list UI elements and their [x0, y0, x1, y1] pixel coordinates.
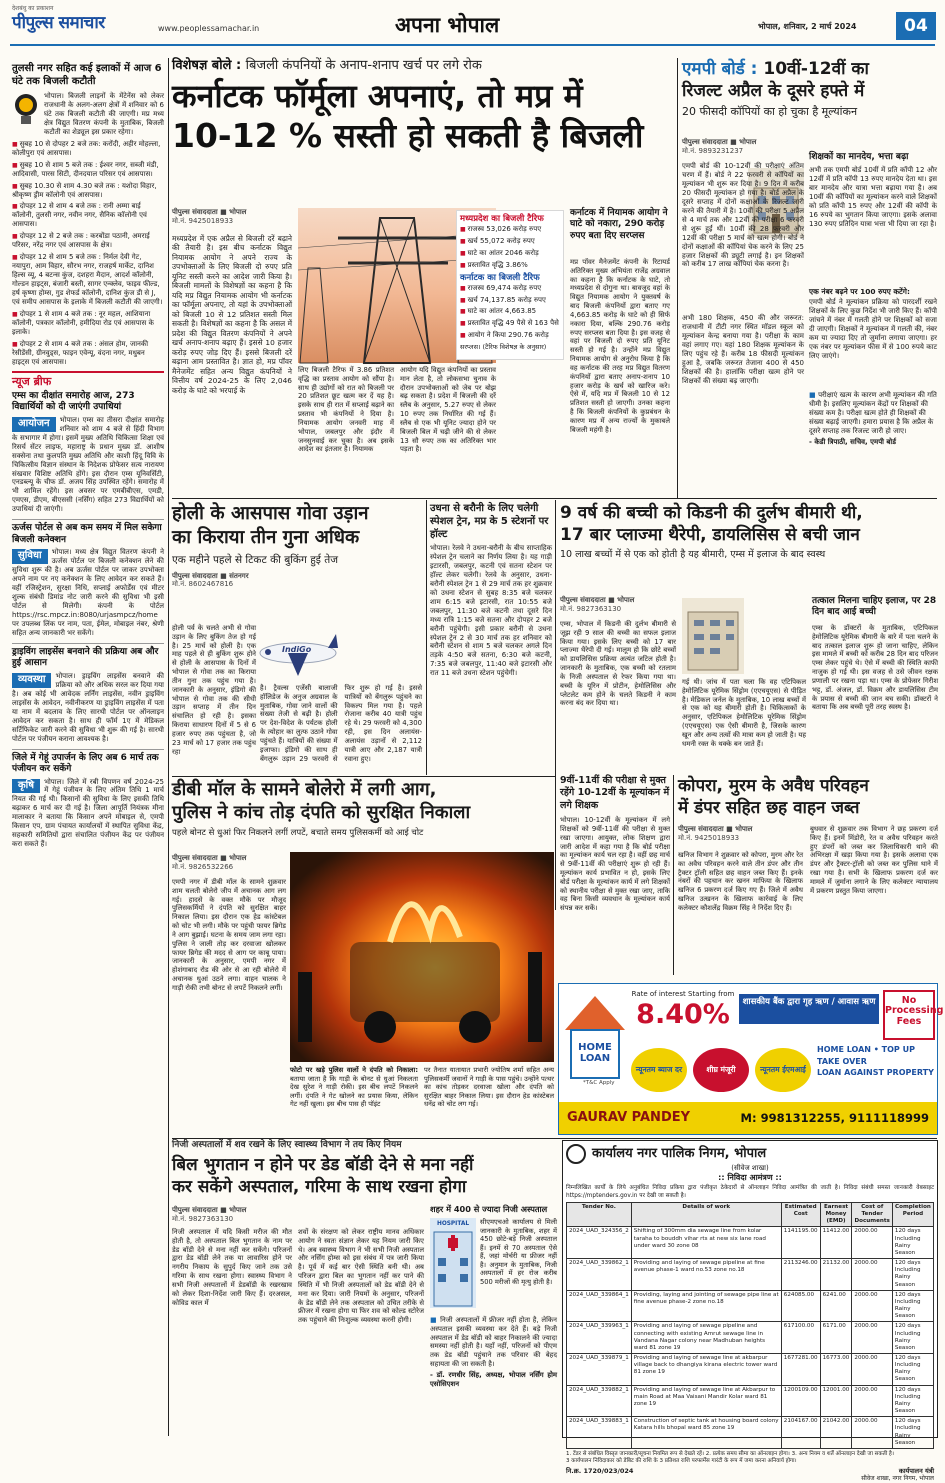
kopra-body-2: बुधवार से शुक्रवार तक विभाग ने छह प्रकरण दर्ज किए हैं। इनमें मिंडोरी, रेत व अवैध परिवहन करते हुए डंपरों को जब्त कर जिलाधिकारी थाने की अभिरक्षा में खड़ा किया गया है। इसके अलावा एक डंपर और ट्रैक्टर-ट्रॉली को जब्त कर पुलिस थाने में रखा गया है। सभी के खिलाफ प्रकरण दर्ज कर मामले में जुर्माना लगाने के लिए कलेक्टर न्यायालय में प्रकरण प्रस्तुत किया जाएगा।: [810, 825, 938, 895]
fire-caption-bold: फोटो पर खड़े पुलिस वालों ने दंपति को निकाला:: [290, 1066, 418, 1074]
tender-notice-label: :: निविदा आमंत्रण ::: [718, 1172, 782, 1182]
mp-board-quote-text: परीक्षाएं खत्म के कारण अभी मूल्यांकन की गति धीमी है। इसलिए मूल्यांकन केंद्रों पर शिक्षकों की संख्या कम है। परीक्षा खत्म होते ही शिक्षकों की संख्या बढ़ाई जाएगी। हमारा प्रयास है कि अप्रैल के दूसरे सप्ताह तक रिजल्ट जारी हो जाए।: [809, 391, 937, 435]
train-title: उधना से बरौनी के लिए चलेगी स्पेशल ट्रेन, मप्र के 5 स्टेशनों पर हॉल्ट: [430, 503, 549, 540]
tag-krishi: कृषि: [12, 779, 40, 794]
row1-divider: [172, 498, 937, 499]
quote-icon: ■: [430, 1316, 441, 1324]
tender-cell: 2024_UAD_339879_1: [567, 1353, 632, 1385]
story-body-col2: लिए बिजली टैरिफ में 3.86 प्रतिशत वृद्धि का प्रस्ताव आयोग को सौंपा है। साथ ही उद्योगों को रात को बिजली पर 20 प्रतिशत छूट खत्म कर दें यह है। इसके साथ ही रात में सप्लाई बढ़ाने का प्रस्ताव भी कंपनियों ने दिया है। नियामक आयोग जनवरी माह में भोपाल, जबलपुर और इंदौर में जनसुनवाई कर चुका है। अब इसके आदेश का इंतजार है। नियामक: [298, 366, 394, 454]
train-divider-left: [426, 500, 427, 775]
power-cut-item: ■ दोपहर 1 से शाम 4 बजे तक : नूर महल, आशियाना कॉलोनी, पत्रकार कॉलोनी, हमीदिया रोड एवं आसपास के इलाके।: [12, 310, 164, 337]
tender-header-cell: Completion Period: [892, 1203, 933, 1227]
power-cut-item: ■ दोपहर 12 से शाम 4 बजे तक : रानी अम्मा बाई कॉलोनी, तुलसी नगर, नवीन नगर, सैनिक कॉलोनी एवं आसपास।: [12, 202, 164, 229]
kopra-title-2: में डंपर सहित छह वाहन जब्त: [678, 798, 860, 819]
tariff-mp-item: ■ राजस्व 53,026 करोड़ रुपए: [460, 225, 560, 234]
hospital-side-body: सीएमएचओ कार्यालय से मिली जानकारी के मुताबिक, शहर में 450 छोटे-बड़े निजी अस्पताल हैं। इनमें से 70 अस्पताल ऐसे हैं, जहां मोर्चरी या फ्रीजर नहीं है। अनुमान के मुताबिक, निजी अस्पतालों में हर रोज करीब 500 मरीजों की मृत्यु होती है।: [480, 1218, 557, 1287]
power-cut-item: ■ सुबह 10 से दोपहर 2 बजे तक: करोंदी, अहीर मोहल्ला, कोलीपुरा एवं आसपास।: [12, 140, 164, 158]
masthead-website[interactable]: www.peoplessamachar.in: [158, 24, 260, 33]
tariff-mp-item: ■ घाटे का आंतर 2046 करोड़: [460, 249, 560, 258]
ad-contact-bar[interactable]: [559, 1102, 937, 1134]
tender-cell: Shifting of 300mm dia sewage line from kolar taraha to bouddh vihar rts at new six lane road under ward 30 zone 08: [631, 1227, 781, 1259]
tariff-ka-list: [460, 284, 560, 341]
hospital-quote: [430, 1316, 557, 1436]
burning-vehicle-photo: [290, 852, 554, 1062]
tender-cell: Providing, laying and jointing of sewage pipe line at fine avenue phase-2 zone no.18: [631, 1290, 781, 1322]
power-cut-item: ■ दोपहर 12 से शाम 5 बजे तक : निर्मल देवी गेट, नयापुरा, आम विहार, सौरभ नगर, राजहर्ष मार्केट, दानिश हिल्स व्यू, 4 बटन्स कुंज, दशहरा मैदान, आदर्श कॉलोनी, गोल्डन हाइट्स, बंजारी बस्ती, सागर एन्क्लेव, फाइव फील्ड, हर्ष कृष्णा होम्स, गुड शेफर्ड कॉलोनी, दानिश कुंज डी से J, एवं समीप आसपास के इलाके में बिजली कटौती की जाएगी।: [12, 253, 164, 307]
goa-body-1: होली पर्व के चलते अभी से गोवा उड़ान के लिए बुकिंग तेज हो गई है। 25 मार्च को होली है। एक माह पहले से ही बुकिंग शुरू होने से होली के आसपास के दिनों में भोपाल से गोवा तक का किराया तीन गुना तक पहुंच गया है। जानकारी के अनुसार, इंडिगो की भोपाल से गोवा तक की सीधी उड़ान सप्ताह में तीन दिन संचालित हो रही है। इसका किराया साधारण दिनों में 5 से 6 हजार रुपए तक पहुंचता है, जो 23 मार्च को 17 हजार तक पहुंच रहा: [172, 624, 256, 756]
tariff-ka-item: ■ राजस्व 69,474 करोड़ रुपए: [460, 284, 560, 293]
headline-line-1: कर्नाटक फॉर्मूला अपनाएं, तो मप्र में: [172, 76, 583, 115]
ad-bubbles: [631, 1048, 811, 1094]
tender-cell: 120 days Including Rainy Season: [892, 1385, 933, 1417]
goa-body-2: है। ट्रैवल्स एजेंसी बालाजी हॉलिडेज के अनुज अग्रवाल के मुताबिक, गोवा जाने वालों की संख्या तेजी से बढ़ी है। होली पर देश-विदेश के पर्यटक होली के त्योहार का लुत्फ उठाने गोवा पहुंचते हैं। यात्रियों की संख्या में इजाफा। इंडिगो की साथ ही बेंगलुरू उड़ान 29 फरवरी से फिर शुरू हो गई है। इससे यात्रियों को बेंगलुरू पहुंचने का विकल्प मिल गया है। पहले रोजाना करीब 40 यात्री पहुंच रहे थे। 29 फरवरी को 4,300 रही, इस दिन अलायंस-अलायंस उड़ानों से 2,112 यात्री आए और 2,187 यात्री रवाना हुए।: [260, 684, 422, 763]
tender-table: [566, 1202, 934, 1449]
mp-board-title-1: 10वीं-12वीं का: [763, 59, 869, 79]
tender-cell: 2024_UAD_324356_2: [567, 1227, 632, 1259]
tender-ref: नि.क्र. 1720/023/024: [566, 1466, 634, 1475]
goa-title-1: होली के आसपास गोवा उड़ान: [172, 503, 369, 524]
brief-license-title: ड्राइविंग लाइसेंस बनवाने की प्रक्रिया अब और हुई आसान: [12, 643, 164, 670]
ad-contact-phone[interactable]: M: 9981312255, 9111118999: [740, 1110, 929, 1125]
tender-header-cell: Estimated Cost: [781, 1203, 820, 1227]
fire-caption-text: बताया जाता है कि गाड़ी के बोनट से धुआं निकलता देख सुरेश ने गाड़ी रोकी। इस बीच लपटें निकलने लगीं। दंपति ने गेट खोलने का प्रयास किया, लेकिन गेट नहीं खुला। इस बीच पास ही पॉइंट: [290, 1074, 418, 1109]
hospital-sign-text: HOSPITAL: [436, 1221, 470, 1227]
train-divider-right: [555, 500, 556, 910]
mp-board-side-sub: एक नंबर बढ़ने पर 100 रुपए कटेंगे:: [809, 287, 910, 296]
hospital-building-icon: [430, 1218, 476, 1308]
tag-aayojan: आयोजन: [12, 417, 56, 432]
tender-sign: कार्यपालन यंत्री: [898, 1466, 934, 1475]
power-cut-item: ■ दोपहर 12 से 2 बजे तक : करबोंडा पठानी, अमराई परिसर, नरेंद्र नगर एवं आसपास के क्षेत्र।: [12, 232, 164, 250]
fire-title-1: डीबी मॉल के सामने बोलेरो में लगी आग,: [172, 779, 437, 800]
exam-body: भोपाल। 10-12वीं के मूल्यांकन में लगे शिक्षकों को 9वीं-11वीं की परीक्षा से मुक्त रखा जाएगा। आयुक्त, लोक शिक्षण द्वारा जारी आदेश में कहा गया है कि बोर्ड परीक्षा का मूल्यांकन कार्य चल रहा है। वहीं छह मार्च से 9वीं-11वीं की परीक्षाएं शुरू हो रही हैं। मूल्यांकन कार्य प्रभावित न हो, इसके लिए बोर्ड परीक्षा के मूल्यांकन कार्य में लगे शिक्षकों को स्थानीय परीक्षा से मुक्त रखा जाए, ताकि वह बिना किसी व्यवधान के मूल्यांकन कार्य संपन्न कर सकें।: [560, 816, 670, 913]
power-cut-item: ■ सुबह 10.30 से शाम 4.30 बजे तक : यशोदा विहार, श्रीकृष्ण ड्रीम कॉलोनी एवं आसपास।: [12, 182, 164, 200]
brief-wheat-title: जिले में गेहूं उपार्जन के लिए अब 6 मार्च तक पंजीयन कर सकेंगे: [12, 749, 164, 776]
hospital-quote-by: - डॉ. रणधीर सिंह, अध्यक्ष, भोपाल नर्सिंग होम एसोसिएशन: [430, 1370, 557, 1388]
tender-header-cell: Cost of Tender Documents: [852, 1203, 893, 1227]
ad-feature-item: TAKE OVER: [817, 1056, 867, 1066]
ad-contact-name: GAURAV PANDEY: [567, 1109, 691, 1125]
table-row: [567, 1353, 934, 1385]
airplane-image: [258, 626, 338, 680]
ad-bubble: शीघ्र मंजूरी: [693, 1048, 749, 1092]
tender-intro: निम्नलिखित कार्यों के लिये अनुबंधित निविदा प्रकिया द्वारा पंजीकृत ठेकेदारों से ऑनलाइन निविदा आमंत्रित की जाती है। निविदा संबंधी समस्त जानकारी वेबसाइट https://mptenders.gov.in पर देखी जा सकती है।: [566, 1185, 934, 1199]
masthead-logo: [12, 5, 162, 39]
tender-cell: 2000.00: [852, 1417, 893, 1449]
exam-story: [560, 775, 670, 973]
mp-board-deck: 20 फीसदी कॉपियों का हो चुका है मूल्यांकन: [682, 105, 858, 119]
tender-cell: 617100.00: [781, 1322, 820, 1354]
table-row: [567, 1322, 934, 1354]
tender-body: [567, 1227, 934, 1448]
ad-rate-label: Rate of interest Starting from: [631, 990, 735, 998]
tender-cell: 120 days Including Rainy Season: [892, 1322, 933, 1354]
fire-body: एमपी नगर में डीबी मॉल के सामने शुक्रवार शाम चलती बोलेरो जीप में अचानक आग लग गई। हादसे के वक्त मौके पर मौजूद पुलिसकर्मियों ने दंपति को सुरक्षित बाहर निकाल लिया। इस दौरान एक हेड कांस्टेबल को चोट भी लगी। मौके पर पहुंची फायर ब्रिगेड ने आग बुझाई। घटना के समय जाम लगा रहा। पुलिस ने जाली तोड़ कर दरवाजा खोलकर फायर ब्रिगेड की मदद से आग पर काबू पाया। जानकारी के अनुसार, एमपी नगर में होशंगाबाद रोड की ओर से आ रही बोलेरो में अचानक धुआं उठने लगा। वाहन चालक ने गाड़ी रोकी तभी बोनट से लपटें निकलने लगीं।: [172, 878, 286, 992]
tender-cell: 2024_UAD_339864_1: [567, 1290, 632, 1322]
ad-bubble: न्यूनतम ब्याज दर: [631, 1048, 687, 1092]
kidney-title-2: 17 बार प्लाज्मा थैरेपी, डायलिसिस से बची जान: [560, 525, 860, 546]
kopra-phone: मो.नं. 9425018933: [678, 833, 740, 842]
tariff-ka-item: ■ आयोग ने किया 290.76 करोड़: [460, 331, 560, 340]
mp-board-side-title: शिक्षकों का मानदेय, भत्ता बढ़ा: [809, 152, 909, 162]
fire-caption-2: पर तैनात यातायात प्रभारी ज्योतिष शर्मा सहित अन्य पुलिसकर्मी जवानों ने गाड़ी के पास पहुंचे। उन्होंने पत्थर का कांच तोड़कर दरवाजा खोला और दंपति को सुरक्षित बाहर निकाल लिया। इस दौरान हेड कांस्टेबल धनेंद्र को चोट लग गई।: [424, 1066, 554, 1109]
table-row: [567, 1227, 934, 1259]
tender-cell: 2000.00: [852, 1227, 893, 1259]
mp-board-story: [682, 58, 937, 496]
tariff-mp-title: मध्यप्रदेश का बिजली टैरिफ: [460, 214, 544, 224]
tender-cell: 624085.00: [781, 1290, 820, 1322]
kidney-story: [560, 502, 938, 772]
tender-header-cell: Earnest Money (EMD): [820, 1203, 852, 1227]
headline-line-2: 10-12 % सस्ती हो सकती है बिजली: [172, 116, 644, 156]
brief-urjas-title: ऊर्जस पोर्टल से अब कम समय में मिल सकेगा बिजली कनेक्शन: [12, 519, 164, 546]
tender-cell: 2104167.00: [781, 1417, 820, 1449]
kicker-row: [172, 58, 672, 75]
hospital-title-1: बिल भुगतान न होने पर डेड बॉडी देने से मना नहीं: [172, 1154, 474, 1175]
tag-suvidha: सुविधा: [12, 549, 48, 564]
municipal-emblem-icon: [566, 1144, 586, 1164]
fire-phone: मो.नं. 9826532266: [172, 862, 234, 871]
tender-cell: 2113246.00: [781, 1259, 820, 1291]
hospital-title-2: कर सकेंगे अस्पताल, गरिमा के साथ रखना होगा: [172, 1177, 467, 1198]
goa-title-2: का किराया तीन गुना अधिक: [172, 527, 360, 549]
tender-cell: 21042.00: [820, 1417, 852, 1449]
masthead-date: भोपाल, शनिवार, 2 मार्च 2024: [758, 22, 857, 31]
tariff-note: सरप्लस। (टैरिफ विशेषज्ञ के अनुसार): [460, 343, 547, 352]
tender-cell: 2024_UAD_339963_1: [567, 1322, 632, 1354]
brief-wheat-body: भोपाल। जिले में रबी विपणन वर्ष 2024-25 में गेहूं पंजीयन के लिए अंतिम तिथि 1 मार्च नियत की गई थी। किसानों की सुविधा के लिए इसकी तिथि बढ़ाकर 6 मार्च कर दी गई है। जिला आपूर्ति नियंत्रक मीना मालाकार ने बताया कि किसान अपने मोबाइल से, एमपी किसान एप, ग्राम पंचायत कार्यालयों में स्थापित सुविधा केंद्र, सहकारी समितियों द्वारा संचालित पंजीयन केंद्र पर पंजीयन करा सकते हैं।: [12, 777, 164, 849]
kicker-label: विशेषज्ञ बोले :: [172, 58, 242, 73]
tender-cell: 120 days Including Rainy Season: [892, 1259, 933, 1291]
tender-cell: 1200109.00: [781, 1385, 820, 1417]
story-body-col1: मध्यप्रदेश में एक अप्रैल से बिजली दरें बढ़ाने की तैयारी है। इस बीच कर्नाटक विद्युत नियामक आयोग ने अपने राज्य के उपभोक्ताओं के लिए बिजली दो रुपए प्रति यूनिट सस्ती करने का आदेश जारी किया है। बिजली मामलों के विशेषज्ञों का कहना है कि यदि मप्र विद्युत नियामक आयोग भी कर्नाटक का फॉर्मूला अपनाए, तो यहां के उपभोक्ताओं को बिजली 10 से 12 प्रतिशत सस्ती मिल सकती है। विशेषज्ञों का कहना है कि असल में प्रदेश की विद्युत वितरण कंपनियों ने अपने खर्च अनाप-शनाप बढ़ाए हैं। इससे 10 हजार करोड़ रुपए जोड़ दिए हैं। इससे बिजली दरें बढ़ाना आम प्रस्तावित है। ज्ञात हो, मप्र पॉवर मैनेजमेंट सहित अन्य विद्युत कंपनियों ने वित्तीय वर्ष 2024-25 के लिए 2,046 करोड़ के घाटे को भरपाई के: [172, 234, 292, 395]
tariff-mp-list: [460, 225, 560, 270]
news-brief-header: [12, 371, 164, 389]
brief-license-body: भोपाल। ड्राइविंग लाइसेंस बनवाने की प्रक्रिया को और अधिक सरल कर दिया गया है। अब कोई भी आवेदक लर्निंग लाइसेंस, नवीन ड्राइविंग लाइसेंस के आवेदन, नवीनीकरण या ड्राइविंग लाइसेंस में पता या नाम में बदलाव के लिए सारथी पोर्टल पर ऑनलाइन आवेदन कर सकता है। साथ ही फॉर्म 1ए में मेडिकल सर्टिफिकेट जारी करने की सुविधा भी शुरू की गई है। सारथी पोर्टल पर पंजीयन कराना आवश्यक है।: [12, 671, 164, 743]
table-row: [567, 1259, 934, 1291]
masthead: [0, 0, 945, 50]
kidney-side-body: एम्स के डॉक्टरों के मुताबिक, एटिपिकल हेमोलिटिक यूरेमिक बीमारी के बारे में पता चलने के बाद तत्काल इलाज शुरू हो जाना चाहिए, लेकिन इस मामले में बच्ची को करीब 28 दिन बाद परिजन एम्स लेकर पहुंचे थे। ऐसे में बच्ची की स्थिति काफी नाजुक हो गई थी। इस वजह से उसे जीवन रक्षक प्रणाली पर रखना पड़ा था। एम्स के प्रोफेसर गिरीश भट्ट, डॉ. अंजल, डॉ. विक्रम और डायलिसिस टीम के प्रयास से बच्ची की जान बच सकी। डॉक्टरों ने बताया कि अब बच्ची पूरी तरह स्वस्थ है।: [812, 624, 938, 712]
kopra-divider: [673, 775, 674, 975]
power-cut-item: ■ सुबह 10 से शाम 5 बजे तक : ईश्वर नगर, सब्जी मंडी, आदिवासी, पारस सिटी, दीनदयाल परिसर एवं आसपास।: [12, 161, 164, 179]
mp-board-title-2: रिजल्ट अप्रैल के दूसरे हफ्ते में: [682, 81, 865, 102]
mp-board-side-body: अभी तक एमपी बोर्ड 10वीं में प्रति कॉपी 12 और 12वीं में प्रति कॉपी 13 रुपए मानदेय देता था। इस बार मानदेय और यात्रा भत्ता बढ़ाया गया है। अब 10वीं की कॉपियों का मूल्यांकन करने वाले शिक्षकों को प्रति कॉपी 15 रुपए और 12वीं की कॉपी के 16 रुपये का भुगतान किया जाएगा। इसके अलावा 130 रुपए प्रतिदिन यात्रा भत्ता भी दिया जा रहा है।: [809, 166, 937, 228]
tender-title: कार्यालय नगर पालिक निगम, भोपाल: [592, 1145, 767, 1161]
kicker-text: बिजली कंपनियों के अनाप-शनाप खर्च पर लगे रोक: [245, 58, 482, 73]
power-cut-schedule: [12, 140, 164, 367]
tender-sub: (सीवेज शाखा): [731, 1164, 769, 1172]
goa-byline: पीपुल्स संवाददाता ■ संतनगर: [172, 571, 249, 580]
left-column-divider: [168, 58, 169, 1436]
mp-board-body-1: एमपी बोर्ड की 10-12वीं की परीक्षाएं अंतिम चरण में हैं। बोर्ड ने 22 फरवरी से कॉपियों का मूल्यांकन भी शुरू कर दिया है। 9 दिन में करीब 20 फीसदी मूल्यांकन हो गया है। बोर्ड अप्रैल के दूसरे सप्ताह में दोनों कक्षाओं के रिजल्ट जारी करने की तैयारी में है। 10वीं की परीक्षा 5 अप्रैल से 4 मार्च तक और 12वीं की परीक्षा 6 फरवरी से शुरू हुईं थीं। 10वीं की 28 फरवरी और 12वीं की परीक्षा 5 मार्च को खत्म होगी। बोर्ड ने दोनों कक्षाओं की कॉपियां चेक करने के लिए 25 हजार शिक्षकों की ड्यूटी लगाई है। इन शिक्षकों को करीब 17 लाख कॉपियां चेक करना है।: [682, 162, 804, 269]
hospital-story: [172, 1140, 557, 1438]
row2-divider-left: [172, 776, 555, 777]
hospital-side-title: शहर में 400 से ज्यादा निजी अस्पताल: [430, 1204, 548, 1214]
fire-byline: पीपुल्स संवाददाता ■ भोपाल: [172, 854, 247, 862]
tender-foot-1: 1. टेंडर से संबंधित विस्तृत जानकारी/सूचना नियमित रूप से देखते रहें। 2. प्रत्येक समय सीमा का ऑनलाइन होगा। 3. अन्य नियम व शर्तें ऑनलाइन देखी जा सकती है।: [566, 1450, 894, 1457]
section-title: अपना भोपाल: [395, 13, 500, 37]
tariff-ka-item: ■ घाटे का आंतर 4,663.85: [460, 307, 560, 316]
page-number: 04: [896, 12, 936, 40]
power-cut-title: तुलसी नगर सहित कई इलाकों में आज 6 घंटे तक बिजली कटौती: [12, 63, 162, 87]
airplane-livery-text: IndiGo: [282, 645, 312, 654]
tender-cell: 2024_UAD_339862_1: [567, 1259, 632, 1291]
ad-home-loan-label: HOME LOAN: [578, 1042, 612, 1064]
story-body-col3: आयोग यदि विद्युत कंपनियों का प्रस्ताव मान लेता है, तो लोकसभा चुनाव के दौरान उपभोक्ताओं को जेब पर बोझ बढ़ सकता है। प्रदेश में बिजली की दरें स्लैब के अनुसार, 5.27 रुपए से लेकर 10 रुपए तक निर्धारित की गई हैं। स्लैब से एक भी यूनिट ज्यादा होने पर बिजली बिल में चढ़ी जीने की से लेकर 13 सौ रुपए तक का अतिरिक्त भार पड़ता है।: [400, 366, 496, 454]
left-column: [12, 62, 164, 1437]
ad-rate-box: [631, 990, 735, 1048]
ad-tc: *T&C Apply: [583, 1080, 615, 1086]
ad-features: [817, 1044, 935, 1079]
tariff-box: [456, 210, 564, 360]
row3-divider: [172, 1138, 937, 1139]
tender-cell: 21132.00: [820, 1259, 852, 1291]
goa-deck: एक महीने पहले से टिकट की बुकिंग हुई तेज: [172, 554, 339, 567]
news-brief-label: न्यूज ब्रीफ: [12, 374, 52, 388]
bulb-icon: [12, 92, 40, 128]
tag-vyavastha: व्यवस्था: [12, 673, 51, 688]
mp-board-quote: [809, 391, 937, 495]
hospital-phone: मो.नं. 9827363130: [172, 1214, 234, 1223]
fire-caption: [290, 1066, 418, 1132]
hospital-byline: पीपुल्स संवाददाता ■ भोपाल: [172, 1206, 247, 1214]
tender-cell: 6241.00: [820, 1290, 852, 1322]
kopra-body-1: खनिज विभाग ने शुक्रवार को कोपरा, मुरम और रेत का अवैध परिवहन करने वाले तीन डंपर और तीन ट्रैक्टर ट्रॉली सहित छह वाहन जब्त किए हैं। इनके नंबरों की पहचान कर खनन माफिया के खिलाफ खनिज 6 प्रकरण दर्ज किए गए हैं। जिले में अवैध खनिज उत्खनन के खिलाफ कार्रवाई के लिए कलेक्टर कौशलेंद्र विक्रम सिंह ने निर्देश दिए हैं।: [678, 851, 803, 912]
byline-phone: मो.नं. 9425018933: [172, 216, 234, 225]
tender-cell: 120 days Including Rainy Season: [892, 1290, 933, 1322]
fire-story: [172, 778, 554, 1134]
mp-board-byline: पीपुल्स संवाददाता ■ भोपाल: [682, 138, 757, 146]
kopra-story: [678, 775, 938, 973]
mp-board-side-sub-body: एमपी बोर्ड ने मूल्यांकन प्रक्रिया को पारदर्शी रखने शिक्षकों के लिए कुछ निर्देश भी जारी किए हैं। कॉपी जांचने में नंबर में गलती होने पर शिक्षकों को सजा दी जाएगी। शिक्षकों ने मूल्यांकन में गलती की, नंबर कम या ज्यादा दिए तो जुर्माना लगाया जाएगा। हर एक नंबर पर मूल्यांकन फीस में से 100 रुपये काट लिए जाएंगे।: [809, 298, 937, 360]
tender-cell: 12001.00: [820, 1385, 852, 1417]
table-row: [567, 1290, 934, 1322]
hospital-kicker: निजी अस्पतालों में शव रखने के लिए स्वास्थ्य विभाग ने तय किए नियम: [172, 1140, 402, 1150]
story-body-col4: मप्र पॉवर मैनेजमेंट कंपनी के रिटायर्ड अतिरिक्त मुख्य अभियंता राजेंद्र अग्रवाल का कहना है कि कर्नाटक के घाटे, तो मध्यप्रदेश से दोगुना था। बावजूद वहां के विद्युत नियामक आयोग ने युक्तवर्ष के बाद बिजली कंपनियों द्वारा बताए गए 4,663.85 करोड़ के घाटे को ही सिर्फ नकारा दिया, बल्कि 290.76 करोड़ रुपए सरप्लस बता दिया है। इस वजह से वहां पर बिजली दो रुपए प्रति यूनिट सस्ती हो गई है। उन्होंने मप्र विद्युत नियामक आयोग से अनुरोध किया है कि वह कर्नाटक की तरह मप्र विद्युत वितरण कंपनियों द्वारा बताए अनाप-शनाप 10 हजार करोड़ के खर्च को खारिज करे। ऐसे में, यदि मप्र में बिजली 10 से 12 प्रतिशत सस्ती हो जाएगी। उनका कहना है कि बिजली कंपनियों के कुप्रबंधन के कारण मप्र में अन्य राज्यों के मुकाबले बिजली महंगी है।: [570, 258, 670, 434]
mp-board-body-2: अभी 180 शिक्षक, 450 की और जरूरत: राजधानी में टीटी नगर स्थित मॉडल स्कूल को मूल्यांकन केन्द्र बनाया गया है। परीक्षा के काम वहां लगाए गए। यहां 180 शिक्षक मूल्यांकन के लिए पहुंच रहे हैं। करीब 18 फीसदी मूल्यांकन हुआ है, जबकि जरूरत तेजाना 400 से 450 शिक्षकों की है। हालांकि परीक्षा खत्म होने पर शिक्षकों की संख्या बढ़ जाएगी।: [682, 314, 804, 385]
tender-cell: 6171.00: [820, 1322, 852, 1354]
mp-board-phone: मो.नं. 9893231237: [682, 146, 744, 155]
fire-deck: पहले बोनट से धुआं फिर निकलने लगीं लपटें, बचाते समय पुलिसकर्मी को आई चोट: [172, 827, 424, 838]
tender-cell: 120 days Including Rainy Season: [892, 1417, 933, 1449]
mp-board-kicker: एमपी बोर्ड :: [682, 59, 758, 79]
kidney-deck: 10 लाख बच्चों में से एक को होती है यह बीमारी, एम्स में इलाज के बाद स्वस्थ: [560, 549, 826, 561]
kidney-body-2: गई थी। जांच में पता चला कि वह एटिपिकल हेमोलिटिक यूरेमिक सिंड्रोम (एएचयूएस) से पीड़ित है। मेडिकल जर्नल के मुताबिक, 10 लाख बच्चों में से एक को यह बीमारी होती है। चिकित्सकों के अनुसार, एटिपिकल हेमोलिटिक यूरेमिक सिंड्रोम (एएचयूएस) एक ऐसी बीमारी है, जिसके कारण खून और अन्य तत्वों की मात्रा कम हो जाती है। यह धमनी रक्त के थक्के बन जाते हैं।: [682, 678, 806, 748]
tender-header-row: [567, 1203, 934, 1227]
brief-aiims-title: एम्स का दीक्षांत समारोह आज, 273 विद्यार्थियों को दी जाएंगी उपाधियां: [12, 390, 135, 413]
hospital-body-2: शवों के संरक्षण को लेकर राष्ट्रीय मानव अधिकार आयोग ने स्वतः संज्ञान लेकर यह नियम जारी किए थे। अब स्वास्थ्य विभाग ने भी सभी निजी अस्पताल और नर्सिंग होम्स को इस संबंध में पत्र जारी किया है। पूर्व में कई बार ऐसी स्थिति बनी थी। अब परिजन द्वारा बिल का भुगतान नहीं कर पाने की स्थिति में भी निजी अस्पतालों को डेड बॉडी देने से मना कर दिया। जारी नियमों के अनुसार, परिजनों के डेड बॉडी लेने तक अस्पताल को उचित तरीके से फ्रीजर में रखना होगा या फिर शव को कोल्ड स्टोरेज तक पहुंचाने की निःशुल्क व्यवस्था करनी होगी।: [298, 1228, 424, 1325]
hospital-quote-text: निजी अस्पतालों में फ्रीजर नहीं होता है, लेकिन अस्पताल इसकी व्यवस्था कर देते हैं। बड़े निजी अस्पताल में डेड बॉडी को बाहर निकालने की ज्यादा समस्या नहीं होती है। यहाँ नहीं, परिजनों को पीएम तक डेड बॉडी पहुंचाने तक परिवार की बेहद सहायता की जा सकती है।: [430, 1316, 557, 1369]
kidney-side-title: तत्काल मिलना चाहिए इलाज, पर 28 दिन बाद आई बच्ची: [812, 596, 937, 618]
tender-cell: 2000.00: [852, 1259, 893, 1291]
ad-feature-item: HOME LOAN • TOP UP: [817, 1045, 915, 1054]
tender-cell: 2000.00: [852, 1385, 893, 1417]
tender-cell: 16773.00: [820, 1353, 852, 1385]
tender-cell: 2000.00: [852, 1353, 893, 1385]
byline: पीपुल्स संवाददाता ■ भोपाल: [172, 208, 247, 216]
tender-cell: 1677281.00: [781, 1353, 820, 1385]
tender-cell: 1141195.00: [781, 1227, 820, 1259]
tender-cell: Providing and laying of sewage pipeline and connecting with existing Amrut sewage line in Vandana Nagar colony near Madhuban heights ward 81 zone 19: [631, 1322, 781, 1354]
masthead-divider: [10, 44, 935, 46]
goa-phone: मो.नं. 8602467816: [172, 580, 234, 589]
brief-urjas-body: भोपाल। मध्य क्षेत्र विद्युत वितरण कंपनी ने ऊर्जस पोर्टल पर बिजली कनेक्शन लेने की सुविधा शुरू की है। अब ऊर्जस पोर्टल पर जाकर उपभोक्ता अपने नाम पर नए कनेक्शन के लिए आवेदन कर सकते हैं। वहीं रजिस्ट्रेशन, सुरक्षा निधि, सप्लाई अफोर्डेंस एवं मीटर शुल्क संबंधी डिमांड नोट जारी करने की सुविधा भी इसी पोर्टल से मिलेगी। कंपनी के पोर्टल https://rsc.mpcz.in:8080/urjasmpcz/home पर उपलब्ध लिंक पर नाम, पता, ईमेल, मोबाइल नंबर, श्रेणी सहित अन्य जानकारी भर सकेंगे।: [12, 548, 164, 637]
right-column-divider: [677, 58, 678, 498]
masthead-logo-tag: देशबंधु का प्रकाशन: [12, 5, 54, 12]
tariff-mp-item: ■ खर्च 55,072 करोड़ रुपए: [460, 237, 560, 246]
tariff-mp-item: ■ प्रस्तावित वृद्धि 3.86%: [460, 261, 560, 270]
kopra-title-1: कोपरा, मुरम के अवैध परिवहन: [678, 776, 869, 796]
tender-cell: 120 days Including Rainy Season: [892, 1227, 933, 1259]
kidney-byline: पीपुल्स संवाददाता ■ भोपाल: [560, 596, 635, 604]
table-row: [567, 1385, 934, 1417]
mp-board-quote-by: - केडी त्रिपाठी, सचिव, एमपी बोर्ड: [809, 437, 896, 446]
power-cut-item: ■ दोपहर 2 से शाम 4 बजे तक : अंसल होम, जानकी रेसीडेंसी, ग्रीनवुड्स, फाइन एवेन्यू, वंदना नगर, मधुबन हाइट्स एवं आसपास।: [12, 340, 164, 367]
aiims-building-photo: [682, 598, 744, 674]
tender-foot-2: 3 कार्यपालन निविदाकार को डेबिट की राशि के 3 प्रतिशत राशि परफार्मेंस गारंटी के रूप में जमा करना अनिवार्य होगा।: [566, 1457, 797, 1464]
tender-cell: 120 days Including Rainy Season: [892, 1353, 933, 1385]
brief-aiims-body: भोपाल। एम्स का तीसरा दीक्षांत समारोह शनिवार को शाम 4 बजे से हिंदी विभाग के सभागार में होगा। इसमें मुख्य अतिथि चिकित्सा शिक्षा एवं रिसर्च सेंटर लाइफ, महाराष्ट्र के प्रधान मुख्य डॉ. आशीष सक्सेना तथा कुलपति मुख्य अतिथि और काशी हिंदू विवि के चिकित्सीय विज्ञान संस्थान के निदेशक प्रोफेसर सत्य नारायण संखवार विशिष्ट अतिथि होंगे। इस दौरान एम्स यूनिवर्सिटी, एनडब्ल्यू के चीफ डॉ. अजय सिंह उपस्थित रहेंगे। समारोह में भी शामिल रहेंगे। इस अवसर पर एमबीबीएस, एमडी, एमएस, डीएम, बीएससी (नर्सिंग) सहित 273 विद्यार्थियों को उपाधियां दी जाएंगी।: [12, 415, 164, 514]
train-story: [430, 502, 552, 774]
tender-header-cell: Details of work: [631, 1203, 781, 1227]
tender-cell: Providing and laying of sewage line at Akbarpur to main Road at Maa Vaisani Mandir Kolar ward 81 zone 19: [631, 1385, 781, 1417]
kidney-title-1: 9 वर्ष की बच्ची को किडनी की दुर्लभ बीमारी थी,: [560, 503, 863, 523]
tender-cell: 2024_UAD_339882_1: [567, 1385, 632, 1417]
ad-no-fees: No Processing Fees: [883, 990, 935, 1040]
ad-ribbon: शासकीय बैंक द्वारा गृह ऋण / आवास ऋण: [739, 994, 879, 1024]
tariff-ka-item: ■ प्रस्तावित वृद्धि 49 पैसे से 163 पैसे: [460, 319, 560, 328]
fire-title-2: पुलिस ने कांच तोड़ दंपति को सुरक्षित निकाला: [172, 802, 471, 824]
ad-rate-value: 8.40%: [636, 998, 730, 1030]
quote-icon: ■: [809, 391, 819, 399]
tender-notice: [562, 1140, 938, 1483]
tender-sign-2: सीवेज शाखा, नगर निगम, भोपाल: [861, 1475, 934, 1483]
hospital-body-1: निजी अस्पताल में यदि किसी मरीज की मौत होती है, तो अस्पताल बिल भुगतान के नाम पर डेड बॉडी देने से मना नहीं कर सकेंगे। परिजनों द्वारा डेड बॉडी लेने तक या लावारिस होने पर नगरीय निकाय के सुपुर्द किए जाने तक उसे गरिमा के साथ रखना होगा। स्वास्थ्य विभाग ने सभी निजी अस्पतालों में डेडबॉडी के रखरखाव को लेकर दिशा-निर्देश जारी किए हैं। दरअसल, कोविड काल में: [172, 1228, 292, 1307]
tender-header-cell: Tender No.: [567, 1203, 632, 1227]
ad-bubble: न्यूनतम ईएमआई: [755, 1048, 811, 1092]
tender-cell: 2000.00: [852, 1290, 893, 1322]
train-body: भोपाल। रेलवे ने उधना-बरौनी के बीच साप्ताहिक स्पेशल ट्रेन चलाने का निर्णय लिया है। यह गाड़ी इटारसी, जबलपुर, कटनी एवं सतना स्टेशन पर हॉल्ट लेकर चलेगी। रेलवे के अनुसार, उधना-बरौनी स्पेशल ट्रेन 1 से 29 मार्च तक हर शुक्रवार को उधना स्टेशन से सुबह 8:35 बजे चलकर शाम 6:15 बजे इटारसी, रात 10:55 बजे जबलपुर, 11:30 बजे कटनी तथा दूसरे दिन मध्य रात्रि 1:15 बजे सतना और दोपहर 2 बजे बरौनी पहुंचेगी। इसी प्रकार बरौनी से उधना स्पेशल ट्रेन 2 से 30 मार्च तक हर शनिवार को बरौनी स्टेशन से शाम 5 बजे चलकर अगले दिन तड़के 4:50 बजे सतना, 6:30 बजे कटनी, 7:35 बजे जबलपुर, 11:40 बजे इटारसी और रात 11 बजे उधना स्टेशन पहुंचेगी।: [430, 544, 552, 678]
ad-house-icon: [563, 990, 627, 1090]
tariff-ka-title: कर्नाटक का बिजली टैरिफ: [460, 272, 540, 283]
home-loan-ad[interactable]: [558, 983, 944, 1135]
electricity-story: [172, 58, 672, 496]
karnataka-subhead: कर्नाटक में नियामक आयोग ने घाटे को नकारा, 290 करोड़ रुपए बता दिए सरप्लस: [570, 208, 668, 241]
tender-cell: 2000.00: [852, 1322, 893, 1354]
tariff-ka-item: ■ खर्च 74,137.85 करोड़ रुपए: [460, 296, 560, 305]
masthead-logo-text: पीपुल्स समाचार: [12, 12, 105, 33]
tender-cell: 11412.00: [820, 1227, 852, 1259]
power-cut-intro: भोपाल। बिजली लाइनों के मेंटेनेंस को लेकर राजधानी के अलग-अलग क्षेत्रों में शनिवार को 6 घंटे तक बिजली कटौती की जाएगी। मप्र मध्य क्षेत्र विद्युत वितरण कंपनी के मुताबिक, बिजली कटौती का शेड्यूल इस प्रकार रहेगा।: [44, 92, 164, 136]
tender-cell: 2024_UAD_339883_1: [567, 1417, 632, 1449]
goa-story: [172, 502, 422, 774]
tender-cell: Construction of septic tank at housing board colony Katara hills bhopal ward 85 zone 19: [631, 1417, 781, 1449]
tender-cell: Providing and laying of sewage line at akbarpur village back to dhangiya kirana electric tower ward 81 zone 19: [631, 1353, 781, 1385]
ad-feature-item: LOAN AGAINST PROPERTY: [817, 1068, 934, 1078]
table-row: [567, 1417, 934, 1449]
kidney-phone: मो.नं. 9827363130: [560, 604, 622, 613]
kopra-byline: पीपुल्स संवाददाता ■ भोपाल: [678, 825, 753, 833]
exam-title: 9वीं-11वीं की परीक्षा से मुक्त रहेंगे 10-12वीं के मूल्यांकन में लगे शिक्षक: [560, 775, 670, 811]
kidney-body-1: एम्स, भोपाल में किडनी की दुर्लभ बीमारी से जूझ रही 9 साल की बच्ची का सफल इलाज किया गया। इसके लिए बच्ची को 17 बार प्लाज्मा थैरेपी दी गई। मालूम हो कि छोटे बच्चों को डायलिसिस प्रक्रिया अत्यंत जटिल होती है। जानकारी के मुताबिक, एक बच्ची को रतलाम के निजी अस्पताल से रेफर किया गया था। बच्ची के यूरिन में प्रोटीन, हेमोलिसिस और प्लेटलेट कम होने के चलते किडनी ने काम करना बंद कर दिया था।: [560, 620, 676, 708]
tender-cell: Providing and laying of sewage pipeline at fine avenue phase-1 ward no.53 zone no.18: [631, 1259, 781, 1291]
mp-board-headline: [682, 58, 937, 80]
